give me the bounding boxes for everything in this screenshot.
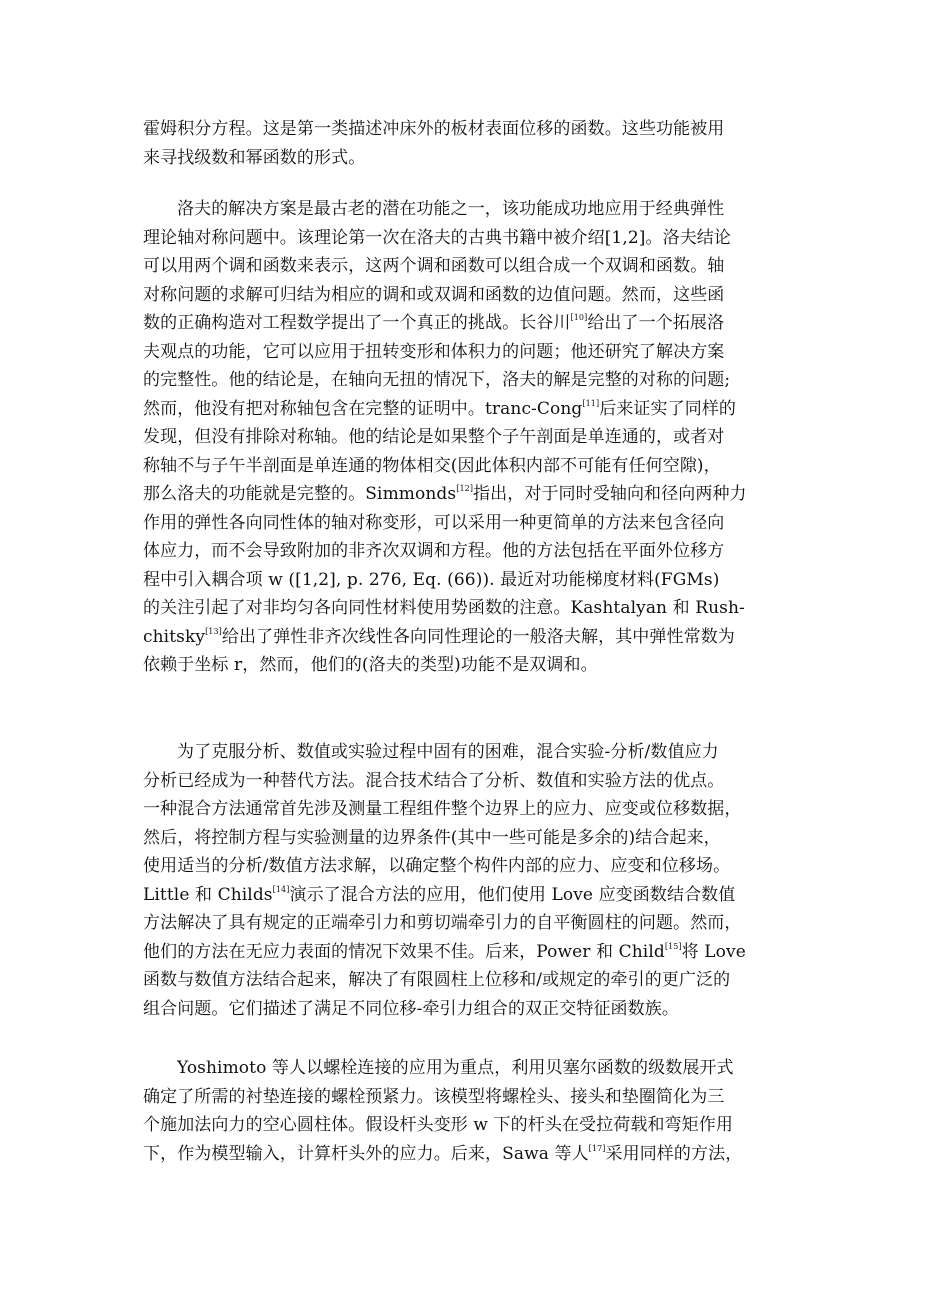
text-line: 霍姆积分方程。这是第一类描述冲床外的板材表面位移的函数。这些功能被用	[143, 119, 725, 139]
text-line: 然后，将控制方程与实验测量的边界条件(其中一些可能是多余的)结合起来，	[143, 827, 721, 848]
text-line: 可以用两个调和函数来表示，这两个调和函数可以组合成一个双调和函数。轴	[143, 256, 725, 276]
citation-ref: [10]	[570, 313, 588, 322]
text-line: Little 和 Childs[14]演示了混合方法的应用，他们使用 Love 应变函数结合数值	[143, 884, 736, 905]
paragraph-2	[143, 195, 793, 680]
text-line: 他们的方法在无应力表面的情况下效果不佳。后来，Power 和 Child[15]将 Love	[143, 941, 746, 962]
paragraph-4	[143, 1054, 793, 1168]
text-line: chitsky[13]给出了弹性非齐次线性各向同性理论的一般洛夫解，其中弹性常数为	[143, 626, 735, 647]
text-line: 为了克服分析、数值或实验过程中固有的困难，混合实验-分析/数值应力	[177, 742, 719, 762]
text-line: 分析已经成为一种替代方法。混合技术结合了分析、数值和实验方法的优点。	[143, 770, 725, 791]
text-line: 组合问题。它们描述了满足不同位移-牵引力组合的双正交特征函数族。	[143, 998, 679, 1019]
text-line: 程中引入耦合项 w ([1,2], p. 276, Eq. (66)). 最近对功能梯度材料(FGMs)	[143, 569, 720, 590]
text-line: 函数与数值方法结合起来，解决了有限圆柱上位移和/或规定的牵引的更广泛的	[143, 970, 731, 990]
text-line: 体应力，而不会导致附加的非齐次双调和方程。他的方法包括在平面外位移方	[143, 541, 725, 561]
text-line: 一种混合方法通常首先涉及测量工程组件整个边界上的应力、应变或位移数据，	[143, 799, 742, 819]
text-line: Yoshimoto 等人以螺栓连接的应用为重点，利用贝塞尔函数的级数展开式	[177, 1058, 734, 1078]
text-line: 来寻找级数和幂函数的形式。	[143, 147, 366, 168]
text-line: 使用适当的分析/数值方法求解，以确定整个构件内部的应力、应变和位移场。	[143, 856, 731, 876]
text-line: 洛夫的解决方案是最古老的潜在功能之一，该功能成功地应用于经典弹性	[177, 199, 725, 219]
text-line: 那么洛夫的功能就是完整的。Simmonds[12]指出，对于同时受轴向和径向两种力	[143, 484, 747, 504]
text-line: 的完整性。他的结论是，在轴向无扭的情况下，洛夫的解是完整的对称的问题;	[143, 370, 731, 390]
paragraph-1	[143, 115, 793, 172]
text-line: 对称问题的求解可归结为相应的调和或双调和函数的边值问题。然而，这些函	[143, 284, 725, 305]
text-line: 称轴不与子午半剖面是单连通的物体相交(因此体积内部不可能有任何空隙)，	[143, 455, 721, 476]
text-line: 个施加法向力的空心圆柱体。假设杆头变形 w 下的杆头在受拉荷载和弯矩作用	[143, 1115, 733, 1135]
text-line: 的关注引起了对非均匀各向同性材料使用势函数的注意。Kashtalyan 和 Rush-	[143, 598, 745, 618]
citation-ref: [13]	[205, 626, 222, 636]
citation-ref: [11]	[582, 398, 600, 408]
text-line: 作用的弹性各向同性体的轴对称变形，可以采用一种更简单的方法来包含径向	[143, 512, 725, 533]
text-line: 夫观点的功能，它可以应用于扭转变形和体积力的问题；他还研究了解决方案	[143, 341, 725, 362]
text-line: 然而，他没有把对称轴包含在完整的证明中。tranc-Cong[11]后来证实了同样的	[143, 398, 737, 419]
text-line: 发现，但没有排除对称轴。他的结论是如果整个子午剖面是单连通的，或者对	[143, 427, 725, 447]
text-line: 依赖于坐标 r，然而，他们的(洛夫的类型)功能不是双调和。	[143, 655, 598, 675]
citation-ref: [17]	[588, 1143, 606, 1153]
citation-ref: [12]	[456, 484, 474, 493]
text-line: 数的正确构造对工程数学提出了一个真正的挑战。长谷川[10]给出了一个拓展洛	[143, 313, 725, 333]
text-line: 确定了所需的衬垫连接的螺栓预紧力。该模型将螺栓头、接头和垫圈简化为三	[143, 1086, 725, 1107]
text-line: 方法解决了具有规定的正端牵引力和剪切端牵引力的自平衡圆柱的问题。然而，	[143, 913, 742, 933]
text-line: 下，作为模型输入，计算杆头外的应力。后来，Sawa 等人[17]采用同样的方法，	[143, 1143, 743, 1164]
text-line: 理论轴对称问题中。该理论第一次在洛夫的古典书籍中被介绍[1,2]。洛夫结论	[143, 227, 731, 248]
paragraph-3	[143, 738, 793, 1023]
citation-ref: [15]	[664, 941, 682, 951]
citation-ref: [14]	[272, 884, 290, 894]
